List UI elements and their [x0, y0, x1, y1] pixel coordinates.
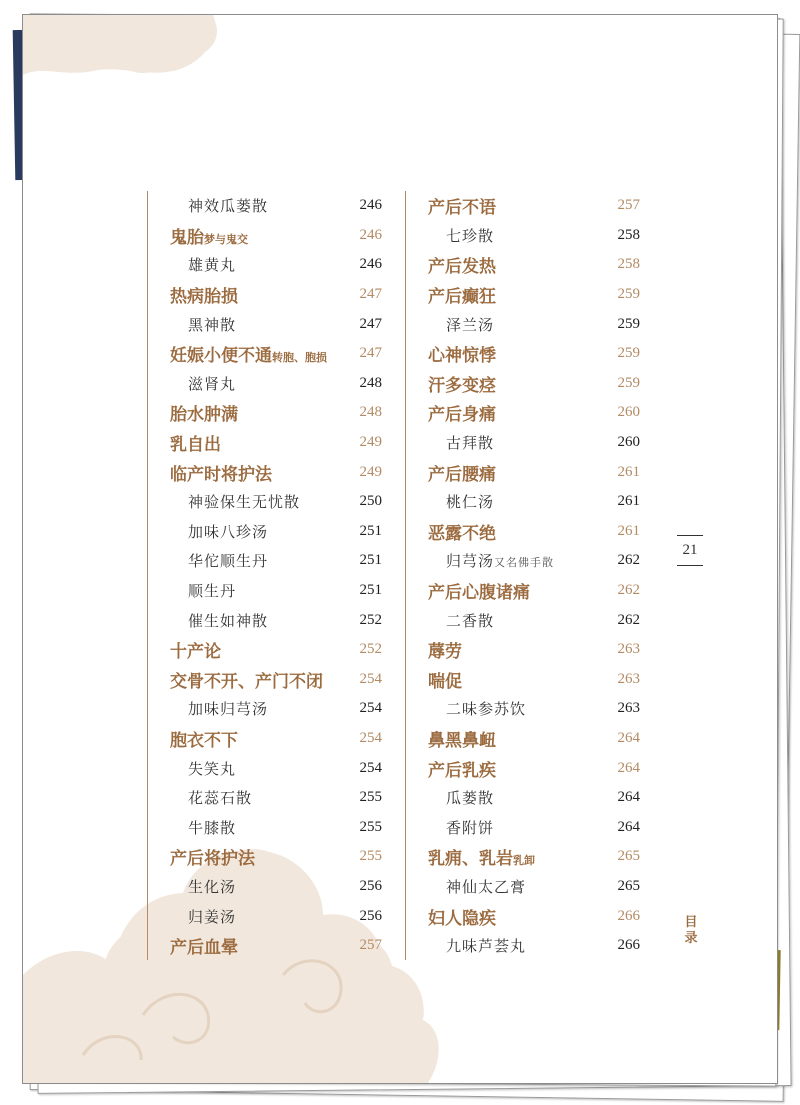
entry-page-number: 258: [617, 256, 640, 273]
entry-page-number: 256: [359, 907, 382, 924]
entry-title: [148, 726, 238, 751]
entry-title: [148, 787, 252, 808]
entry-title: [148, 610, 268, 631]
toc-heading-entry[interactable]: [406, 635, 650, 665]
entry-title-text: 泽兰汤: [446, 315, 495, 334]
entry-title-text: 归姜汤: [188, 907, 237, 926]
entry-title: [148, 637, 221, 662]
entry-title: [406, 491, 494, 512]
entry-title: [406, 726, 496, 751]
entry-title: [406, 935, 526, 956]
entry-title-text: 产后血晕: [170, 938, 238, 959]
entry-page-number: 252: [359, 611, 382, 628]
toc-heading-entry[interactable]: [148, 457, 392, 487]
entry-title-text: 胞衣不下: [170, 730, 238, 751]
entry-title-text: 蓐劳: [428, 642, 462, 663]
entry-title: [406, 314, 494, 335]
toc-sub-entry[interactable]: [406, 221, 650, 251]
toc-sub-entry[interactable]: [406, 487, 650, 517]
toc-heading-entry[interactable]: [406, 753, 650, 783]
entry-page-number: 254: [359, 759, 382, 776]
entry-page-number: 257: [617, 197, 640, 214]
toc-sub-entry[interactable]: [148, 250, 392, 280]
entry-title: [406, 876, 526, 897]
entry-page-number: 261: [617, 493, 640, 510]
section-label-char: 目: [684, 915, 698, 930]
entry-page-number: 249: [359, 434, 382, 451]
toc-sub-entry[interactable]: [148, 753, 392, 783]
entry-title: [406, 252, 496, 277]
entry-title-text: 十产论: [170, 642, 221, 663]
entry-title: [406, 904, 496, 929]
entry-title: [406, 282, 496, 307]
entry-page-number: 266: [617, 937, 640, 954]
entry-note: 转胞、胞损: [272, 351, 327, 365]
entry-title-text: 牛膝散: [188, 818, 237, 837]
entry-page-number: 254: [359, 700, 382, 717]
entry-title-text: 黑神散: [188, 315, 237, 334]
entry-title-text: 喘促: [428, 671, 462, 692]
entry-page-number: 246: [359, 226, 382, 243]
entry-title-text: 汗多变痉: [428, 375, 496, 396]
toc-sub-entry[interactable]: [406, 605, 650, 635]
entry-title-text: 产后乳疾: [428, 760, 496, 781]
entry-title-text: 鼻黑鼻衄: [428, 730, 496, 751]
entry-page-number: 251: [359, 522, 382, 539]
toc-sub-entry[interactable]: [406, 428, 650, 458]
entry-title: [406, 578, 530, 603]
toc-right-list: [406, 191, 650, 960]
entry-title: [406, 610, 494, 631]
entry-page-number: 246: [359, 197, 382, 214]
toc-left-list: [148, 191, 392, 960]
entry-page-number: 247: [359, 286, 382, 303]
toc-heading-entry[interactable]: [406, 398, 650, 428]
toc-sub-entry[interactable]: [148, 872, 392, 902]
entry-page-number: 262: [617, 582, 640, 599]
entry-title-text: 加味八珍汤: [188, 522, 269, 541]
entry-note: 乳卸: [513, 854, 535, 868]
toc-sub-entry[interactable]: [406, 931, 650, 961]
section-label-char: 录: [684, 931, 698, 946]
entry-title-text: 产后心腹诸痛: [428, 583, 530, 604]
entry-title-text: 失笑丸: [188, 759, 237, 778]
toc-heading-entry[interactable]: [406, 280, 650, 310]
toc-sub-entry[interactable]: [148, 369, 392, 399]
toc-heading-entry[interactable]: [148, 280, 392, 310]
entry-title-text: 滋肾丸: [188, 374, 237, 393]
entry-title: [406, 817, 494, 838]
toc-heading-entry[interactable]: [406, 665, 650, 695]
entry-title-text: 恶露不绝: [428, 523, 496, 544]
toc-page: [22, 14, 778, 1084]
entry-title-text: 乳痈、乳岩: [428, 849, 513, 870]
entry-page-number: 260: [617, 434, 640, 451]
toc-sub-entry[interactable]: [148, 783, 392, 813]
toc-left-column: [147, 191, 392, 960]
entry-page-number: 246: [359, 256, 382, 273]
entry-title: [148, 491, 300, 512]
entry-page-number: 259: [617, 286, 640, 303]
entry-page-number: 264: [617, 818, 640, 835]
entry-title-text: 产后不语: [428, 198, 496, 219]
entry-page-number: 259: [617, 374, 640, 391]
cloud-decoration: [23, 15, 777, 1083]
entry-title-text: 雄黄丸: [188, 256, 237, 275]
entry-title-text: 桃仁汤: [446, 493, 495, 512]
toc-heading-entry[interactable]: [148, 931, 392, 961]
entry-title: [406, 787, 494, 808]
entry-title: [148, 282, 238, 307]
entry-page-number: 261: [617, 522, 640, 539]
section-label: [683, 915, 699, 947]
entry-title-text: 产后发热: [428, 257, 496, 278]
entry-page-number: 255: [359, 789, 382, 806]
entry-title: [148, 314, 236, 335]
entry-page-number: 259: [617, 315, 640, 332]
entry-title: [406, 460, 496, 485]
entry-title-text: 神仙太乙膏: [446, 877, 527, 896]
entry-title: [406, 432, 494, 453]
entry-title: [148, 758, 236, 779]
entry-title-text: 胎水肿满: [170, 405, 238, 426]
toc-sub-entry[interactable]: [148, 694, 392, 724]
page-number: 21: [677, 535, 703, 566]
entry-title: [406, 193, 496, 218]
toc-right-column: [405, 191, 650, 960]
entry-title: [148, 460, 272, 485]
toc-sub-entry[interactable]: [406, 694, 650, 724]
entry-page-number: 255: [359, 848, 382, 865]
entry-title: [406, 550, 554, 571]
toc-sub-entry[interactable]: [406, 783, 650, 813]
entry-title-text: 加味归芎汤: [188, 700, 269, 719]
entry-title-text: 热病胎损: [170, 287, 238, 308]
toc-sub-entry[interactable]: [148, 576, 392, 606]
entry-title-text: 神验保生无忧散: [188, 493, 301, 512]
entry-page-number: 263: [617, 670, 640, 687]
toc-heading-entry[interactable]: [148, 428, 392, 458]
entry-title: [148, 876, 236, 897]
entry-title: [148, 906, 236, 927]
entry-note: 梦与鬼交: [204, 232, 248, 246]
entry-title: [406, 637, 462, 662]
toc-heading-entry[interactable]: [406, 901, 650, 931]
entry-title: [406, 225, 494, 246]
entry-title-text: 华佗顺生丹: [188, 552, 269, 571]
entry-title-text: 九味芦荟丸: [446, 937, 527, 956]
entry-page-number: 263: [617, 641, 640, 658]
entry-title-text: 神效瓜蒌散: [188, 197, 269, 216]
entry-title: [148, 521, 268, 542]
entry-title: [148, 933, 238, 958]
toc-sub-entry[interactable]: [148, 901, 392, 931]
entry-title: [148, 195, 268, 216]
entry-page-number: 252: [359, 641, 382, 658]
toc-sub-entry[interactable]: [148, 191, 392, 221]
entry-page-number: 255: [359, 818, 382, 835]
toc-sub-entry[interactable]: [148, 605, 392, 635]
toc-sub-entry[interactable]: [148, 517, 392, 547]
entry-title: [148, 373, 236, 394]
entry-title: [406, 698, 526, 719]
entry-title-text: 产后腰痛: [428, 464, 496, 485]
entry-page-number: 264: [617, 759, 640, 776]
entry-title: [148, 254, 236, 275]
toc-heading-entry[interactable]: [148, 842, 392, 872]
entry-title-text: 妇人隐疾: [428, 908, 496, 929]
toc-sub-entry[interactable]: [406, 309, 650, 339]
toc-sub-entry[interactable]: [148, 546, 392, 576]
toc-sub-entry[interactable]: [406, 546, 650, 576]
entry-title-text: 香附饼: [446, 818, 495, 837]
toc-heading-entry[interactable]: [406, 724, 650, 754]
toc-heading-entry[interactable]: [148, 724, 392, 754]
entry-page-number: 251: [359, 552, 382, 569]
entry-title-text: 七珍散: [446, 226, 495, 245]
entry-title: [148, 341, 327, 366]
entry-title: [148, 817, 236, 838]
entry-title-text: 催生如神散: [188, 611, 269, 630]
entry-title: [148, 400, 238, 425]
entry-page-number: 247: [359, 315, 382, 332]
entry-page-number: 251: [359, 582, 382, 599]
toc-heading-entry[interactable]: [148, 339, 392, 369]
toc-heading-entry[interactable]: [406, 517, 650, 547]
entry-title-text: 产后身痛: [428, 405, 496, 426]
entry-title-text: 二味参苏饮: [446, 700, 527, 719]
toc-sub-entry[interactable]: [148, 812, 392, 842]
entry-page-number: 265: [617, 848, 640, 865]
entry-title-text: 二香散: [446, 611, 495, 630]
entry-page-number: 264: [617, 729, 640, 746]
entry-title-text: 顺生丹: [188, 582, 237, 601]
entry-page-number: 262: [617, 611, 640, 628]
toc-heading-entry[interactable]: [406, 457, 650, 487]
entry-title-text: 鬼胎: [170, 227, 204, 248]
entry-page-number: 247: [359, 345, 382, 362]
entry-title-text: 妊娠小便不通: [170, 346, 272, 367]
entry-title: [406, 371, 496, 396]
entry-title-text: 乳自出: [170, 435, 221, 456]
entry-page-number: 266: [617, 907, 640, 924]
toc-heading-entry[interactable]: [406, 576, 650, 606]
entry-page-number: 248: [359, 374, 382, 391]
entry-title-text: 心神惊悸: [428, 346, 496, 367]
toc-sub-entry[interactable]: [406, 812, 650, 842]
entry-title-text: 古拜散: [446, 434, 495, 453]
toc-sub-entry[interactable]: [406, 872, 650, 902]
toc-sub-entry[interactable]: [148, 487, 392, 517]
entry-title-text: 花蕊石散: [188, 789, 253, 808]
entry-title: [406, 756, 496, 781]
entry-page-number: 263: [617, 700, 640, 717]
entry-title-text: 生化汤: [188, 877, 237, 896]
entry-title: [148, 698, 268, 719]
entry-title: [148, 580, 236, 601]
entry-page-number: 258: [617, 226, 640, 243]
entry-title: [406, 844, 535, 869]
entry-page-number: 248: [359, 404, 382, 421]
toc-heading-entry[interactable]: [406, 369, 650, 399]
toc-heading-entry[interactable]: [148, 221, 392, 251]
entry-title-text: 交骨不开、产门不闭: [170, 671, 323, 692]
entry-title: [148, 550, 268, 571]
entry-title-text: 产后将护法: [170, 849, 255, 870]
entry-page-number: 249: [359, 463, 382, 480]
entry-note: 又名佛手散: [494, 556, 555, 570]
entry-page-number: 256: [359, 877, 382, 894]
entry-page-number: 254: [359, 729, 382, 746]
entry-title: [406, 341, 496, 366]
entry-page-number: 250: [359, 493, 382, 510]
entry-title: [406, 519, 496, 544]
entry-title-text: 归芎汤: [446, 552, 495, 571]
toc-heading-entry[interactable]: [406, 842, 650, 872]
entry-title: [148, 430, 221, 455]
entry-page-number: 260: [617, 404, 640, 421]
toc-heading-entry[interactable]: [148, 665, 392, 695]
toc-heading-entry[interactable]: [148, 635, 392, 665]
entry-page-number: 262: [617, 552, 640, 569]
entry-title-text: 瓜蒌散: [446, 789, 495, 808]
entry-title-text: 产后癫狂: [428, 287, 496, 308]
entry-page-number: 264: [617, 789, 640, 806]
entry-title: [406, 400, 496, 425]
entry-title: [148, 667, 323, 692]
toc-heading-entry[interactable]: [406, 191, 650, 221]
entry-title: [406, 667, 462, 692]
entry-title-text: 临产时将护法: [170, 464, 272, 485]
entry-page-number: 259: [617, 345, 640, 362]
entry-title: [148, 844, 255, 869]
toc-heading-entry[interactable]: [148, 398, 392, 428]
entry-page-number: 265: [617, 877, 640, 894]
entry-page-number: 254: [359, 670, 382, 687]
entry-page-number: 261: [617, 463, 640, 480]
toc-heading-entry[interactable]: [406, 339, 650, 369]
toc-sub-entry[interactable]: [148, 309, 392, 339]
entry-title: [148, 223, 248, 248]
entry-page-number: 257: [359, 937, 382, 954]
toc-heading-entry[interactable]: [406, 250, 650, 280]
